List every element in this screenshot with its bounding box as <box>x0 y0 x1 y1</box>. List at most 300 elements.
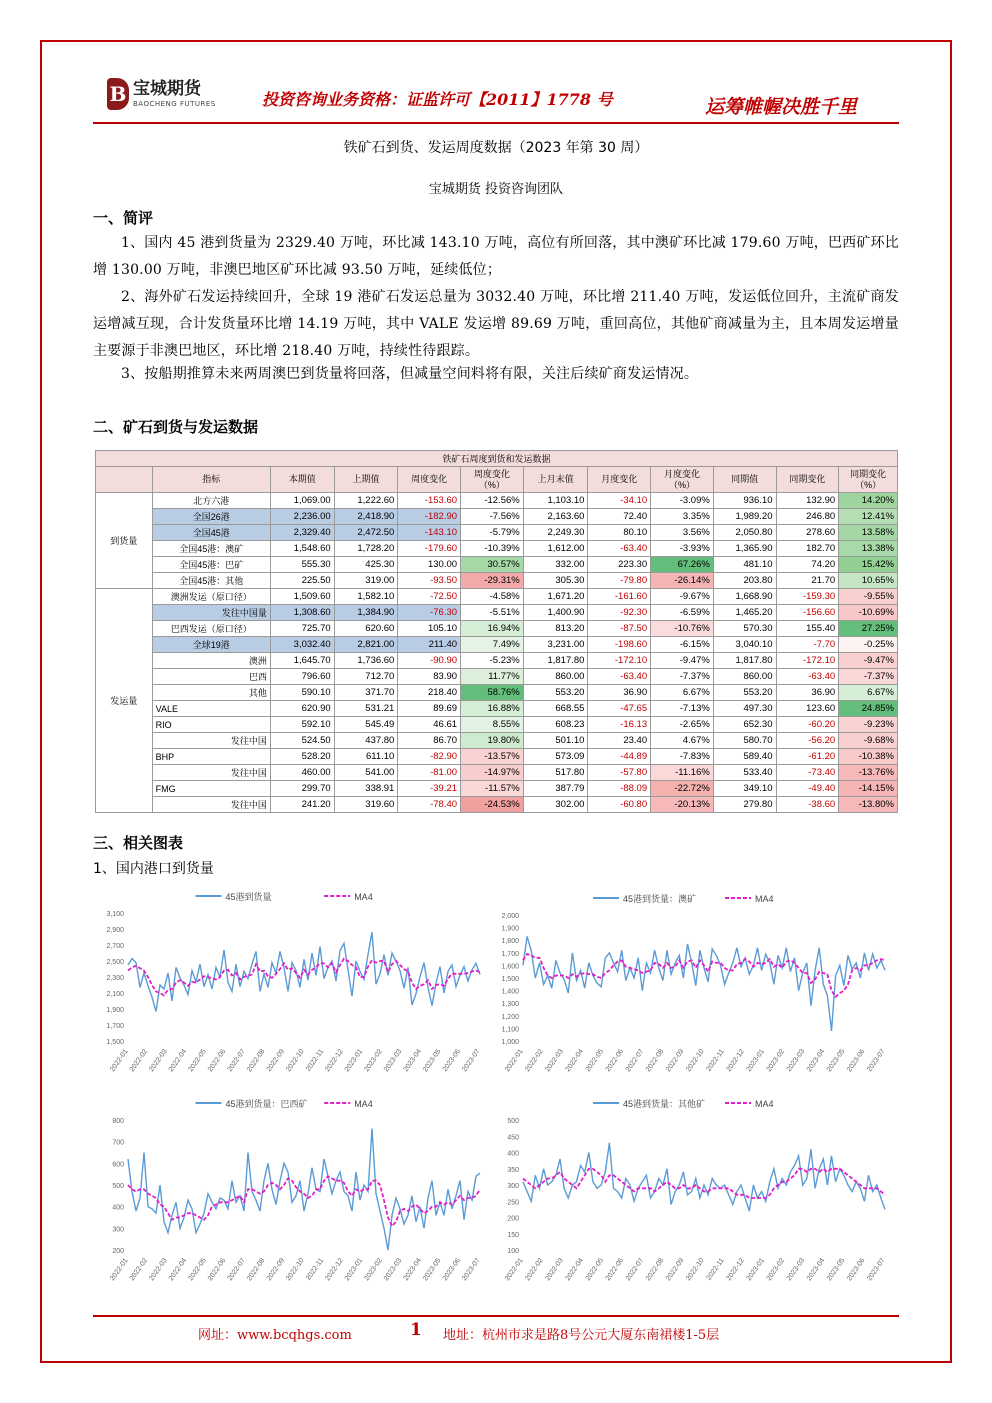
table-cell: 608.23 <box>523 717 588 733</box>
table-row <box>96 781 898 797</box>
table-cell: 12.41% <box>839 509 898 525</box>
row-label: 其他 <box>152 685 270 701</box>
legend-label: MA4 <box>755 894 774 904</box>
table-header-cell: 上月末值 <box>523 467 588 493</box>
table-cell: 531.21 <box>334 701 398 717</box>
table-cell: -7.37% <box>839 669 898 685</box>
table-header-cell: 月度变化 <box>588 467 651 493</box>
x-tick-label: 2022-11 <box>305 1257 326 1282</box>
table-cell: 332.00 <box>523 557 588 573</box>
table-cell: 23.40 <box>588 733 651 749</box>
table-cell: 16.88% <box>461 701 524 717</box>
table-cell: 4.67% <box>651 733 714 749</box>
table-cell: -9.68% <box>839 733 898 749</box>
x-tick-label: 2022-01 <box>504 1048 525 1074</box>
table-cell: -182.90 <box>398 509 461 525</box>
table-row <box>96 685 898 701</box>
table-row <box>96 493 898 509</box>
legend-label: 45港到货量 <box>225 892 272 902</box>
x-tick-label: 2022-05 <box>187 1257 208 1283</box>
x-tick-label: 2022-02 <box>128 1048 150 1074</box>
x-tick-label: 2022-08 <box>246 1048 267 1074</box>
table-cell: -172.10 <box>588 653 651 669</box>
x-tick-label: 2023-04 <box>805 1257 827 1283</box>
table-cell: 570.30 <box>713 621 776 637</box>
table-cell: 2,329.40 <box>270 525 334 541</box>
x-tick-label: 2023-01 <box>343 1257 365 1283</box>
x-tick-label: 2023-05 <box>422 1257 443 1283</box>
legend-label: 45港到货量：巴西矿 <box>225 1099 308 1109</box>
y-tick-label: 300 <box>507 1183 519 1190</box>
table-cell: 1,509.60 <box>270 589 334 605</box>
x-tick-label: 2023-07 <box>866 1257 887 1283</box>
table-cell: 223.30 <box>588 557 651 573</box>
table-cell: 1,736.60 <box>334 653 398 669</box>
series-line-main <box>523 1143 885 1211</box>
table-row <box>96 541 898 557</box>
row-label: 发往中国量 <box>152 605 270 621</box>
table-cell: 6.67% <box>839 685 898 701</box>
y-tick-label: 400 <box>112 1204 124 1212</box>
table-row <box>96 509 898 525</box>
table-cell: 590.10 <box>270 685 334 701</box>
table-cell: -179.60 <box>398 541 461 557</box>
table-cell: 580.70 <box>713 733 776 749</box>
table-cell: 72.40 <box>588 509 651 525</box>
table-cell: 6.67% <box>651 685 714 701</box>
table-cell: 553.20 <box>523 685 588 701</box>
x-tick-label: 2023-04 <box>402 1257 423 1283</box>
table-cell: 1,728.20 <box>334 541 398 557</box>
x-tick-label: 2022-07 <box>226 1257 247 1283</box>
x-tick-label: 2023-03 <box>785 1257 807 1283</box>
table-row <box>96 765 898 781</box>
footer-address: 地址：杭州市求是路8号公元大厦东南裙楼1-5层 <box>443 1328 720 1343</box>
table-cell: 545.49 <box>334 717 398 733</box>
table-cell: 278.60 <box>776 525 839 541</box>
table-cell: 573.09 <box>523 749 588 765</box>
table-cell: -39.21 <box>398 781 461 797</box>
table-cell: 1,069.00 <box>270 493 334 509</box>
footer-website: 网址：www.bcqhgs.com <box>198 1328 352 1343</box>
table-cell: 241.20 <box>270 797 334 813</box>
table-cell: 21.70 <box>776 573 839 589</box>
table-cell: 497.30 <box>713 701 776 717</box>
table-cell: 1,817.80 <box>713 653 776 669</box>
table-cell: -5.79% <box>461 525 524 541</box>
chart-45-ports-other <box>493 1088 893 1295</box>
table-cell: -44.89 <box>588 749 651 765</box>
table-cell: -7.70 <box>776 637 839 653</box>
table-cell: -198.60 <box>588 637 651 653</box>
x-tick-label: 2022-11 <box>705 1048 726 1073</box>
table-cell: -11.16% <box>651 765 714 781</box>
table-cell: -24.53% <box>461 797 524 813</box>
table-cell: -79.80 <box>588 573 651 589</box>
x-tick-label: 2023-04 <box>402 1048 423 1074</box>
document-title: 铁矿石到货、发运周度数据（2023 年第 30 周） <box>343 140 649 156</box>
table-cell: 24.85% <box>839 701 898 717</box>
table-cell: -73.40 <box>776 765 839 781</box>
table-cell: -93.50 <box>398 573 461 589</box>
table-cell: -47.65 <box>588 701 651 717</box>
table-cell: -20.13% <box>651 797 714 813</box>
table-cell: -7.13% <box>651 701 714 717</box>
table-cell: 299.70 <box>270 781 334 797</box>
table-cell: 105.10 <box>398 621 461 637</box>
table-caption: 铁矿石周度到货和发运数据 <box>96 451 898 467</box>
x-tick-label: 2023-05 <box>825 1048 847 1074</box>
group-label-arrival: 到货量 <box>96 493 153 589</box>
table-cell: 387.79 <box>523 781 588 797</box>
table-cell: 1,384.90 <box>334 605 398 621</box>
group-label-shipment: 发运量 <box>96 589 153 813</box>
table-cell: 501.10 <box>523 733 588 749</box>
table-cell: -9.47% <box>651 653 714 669</box>
table-cell: -26.14% <box>651 573 714 589</box>
table-cell: -4.58% <box>461 589 524 605</box>
x-tick-label: 2022-01 <box>109 1257 130 1283</box>
x-tick-label: 2023-05 <box>825 1257 847 1283</box>
table-cell: -92.30 <box>588 605 651 621</box>
table-cell: 589.40 <box>713 749 776 765</box>
table-row <box>96 797 898 813</box>
table-cell: 15.42% <box>839 557 898 573</box>
x-tick-label: 2023-06 <box>846 1257 867 1283</box>
table-cell: -172.10 <box>776 653 839 669</box>
row-label: 全国26港 <box>152 509 270 525</box>
slogan-text: 运筹帷幄决胜千里 <box>705 96 858 118</box>
table-cell: -3.93% <box>651 541 714 557</box>
header-blank <box>96 467 153 493</box>
x-tick-label: 2022-10 <box>685 1257 706 1283</box>
x-tick-label: 2022-02 <box>128 1257 150 1283</box>
table-cell: -143.10 <box>398 525 461 541</box>
header-divider <box>93 122 899 124</box>
table-cell: -9.67% <box>651 589 714 605</box>
table-cell: 225.50 <box>270 573 334 589</box>
table-cell: 592.10 <box>270 717 334 733</box>
table-cell: 246.80 <box>776 509 839 525</box>
table-cell: -82.90 <box>398 749 461 765</box>
x-tick-label: 2023-04 <box>805 1048 827 1074</box>
x-tick-label: 2023-03 <box>785 1048 807 1074</box>
x-tick-label: 2022-09 <box>665 1257 686 1283</box>
logo-name-en: BAOCHENG FUTURES <box>133 99 216 108</box>
x-tick-label: 2022-05 <box>584 1048 606 1074</box>
table-cell: 1,582.10 <box>334 589 398 605</box>
table-header-cell: 同期值 <box>713 467 776 493</box>
table-row <box>96 733 898 749</box>
table-header-cell: 月度变化（%） <box>651 467 714 493</box>
x-tick-label: 2023-02 <box>765 1257 787 1283</box>
table-header-cell: 周度变化 <box>398 467 461 493</box>
x-tick-label: 2023-06 <box>846 1048 867 1074</box>
table-cell: 67.26% <box>651 557 714 573</box>
y-tick-label: 500 <box>112 1183 124 1190</box>
y-tick-label: 1,000 <box>501 1039 519 1046</box>
row-label: FMG <box>152 781 270 797</box>
y-tick-label: 400 <box>507 1150 519 1158</box>
table-cell: 2,472.50 <box>334 525 398 541</box>
series-line-ma4 <box>523 954 885 997</box>
chart-45-ports-brazil <box>98 1088 488 1295</box>
table-header-cell: 周度变化（%） <box>461 467 524 493</box>
y-tick-label: 2,000 <box>501 913 519 920</box>
row-label: 全球19港 <box>152 637 270 653</box>
y-tick-label: 1,900 <box>106 1007 124 1014</box>
y-tick-label: 200 <box>507 1215 519 1223</box>
table-cell: 813.20 <box>523 621 588 637</box>
x-tick-label: 2022-01 <box>504 1257 525 1283</box>
comment-paragraph-2: 2、海外矿石发运持续回升，全球 19 港矿石发运总量为 3032.40 万吨，环比增 211.40 万吨，发运低位回升，主流矿商发运增减互现，合计发货量环比增 14.19 万吨，其中 VALE 发运增 89.69 万吨，重回高位，其他矿商减量为主，且本周发运增量主要源于非澳巴地区，环比增 218.40 万吨，持续性待跟踪。 <box>93 289 899 359</box>
y-tick-label: 2,500 <box>106 959 124 966</box>
y-tick-label: 1,600 <box>501 963 519 971</box>
table-row <box>96 701 898 717</box>
footer-divider <box>93 1315 899 1317</box>
x-tick-label: 2022-03 <box>544 1048 565 1074</box>
x-tick-label: 2022-03 <box>148 1257 169 1283</box>
x-tick-label: 2023-01 <box>745 1257 766 1283</box>
x-tick-label: 2022-09 <box>665 1048 686 1074</box>
y-tick-label: 2,900 <box>106 927 124 934</box>
table-cell: -87.50 <box>588 621 651 637</box>
x-tick-label: 2023-03 <box>382 1048 404 1074</box>
table-header-cell: 同期变化 <box>776 467 839 493</box>
table-cell: -49.40 <box>776 781 839 797</box>
x-tick-label: 2022-04 <box>564 1048 585 1074</box>
table-cell: 1,548.60 <box>270 541 334 557</box>
x-tick-label: 2022-10 <box>685 1048 706 1074</box>
table-cell: -63.40 <box>588 541 651 557</box>
table-cell: 1,612.00 <box>523 541 588 557</box>
table-cell: 182.70 <box>776 541 839 557</box>
x-tick-label: 2022-02 <box>524 1257 545 1283</box>
table-cell: 528.20 <box>270 749 334 765</box>
table-row <box>96 525 898 541</box>
table-cell: 1,668.90 <box>713 589 776 605</box>
table-cell: 460.00 <box>270 765 334 781</box>
table-cell: -9.23% <box>839 717 898 733</box>
table-cell: 319.00 <box>334 573 398 589</box>
table-cell: 2,050.80 <box>713 525 776 541</box>
table-cell: 36.90 <box>588 685 651 701</box>
y-tick-label: 2,100 <box>106 991 124 998</box>
table-cell: 2,163.60 <box>523 509 588 525</box>
table-cell: -88.09 <box>588 781 651 797</box>
table-cell: 349.10 <box>713 781 776 797</box>
table-cell: 712.70 <box>334 669 398 685</box>
x-tick-label: 2022-02 <box>524 1048 545 1074</box>
y-tick-label: 1,200 <box>501 1013 519 1021</box>
table-header-cell: 本期值 <box>270 467 334 493</box>
table-cell: -9.47% <box>839 653 898 669</box>
table-cell: 319.60 <box>334 797 398 813</box>
x-tick-label: 2023-01 <box>745 1048 766 1074</box>
table-cell: -6.15% <box>651 637 714 653</box>
legend-label: MA4 <box>354 892 373 902</box>
x-tick-label: 2022-01 <box>109 1048 130 1074</box>
table-cell: 524.50 <box>270 733 334 749</box>
table-cell: 1,400.90 <box>523 605 588 621</box>
row-label: 全国45港：巴矿 <box>152 557 270 573</box>
y-tick-label: 350 <box>507 1166 519 1174</box>
table-cell: 132.90 <box>776 493 839 509</box>
table-cell: 2,236.00 <box>270 509 334 525</box>
section-heading-charts: 三、相关图表 <box>93 834 184 852</box>
company-logo <box>107 78 216 110</box>
x-tick-label: 2022-09 <box>265 1048 287 1074</box>
table-cell: 533.40 <box>713 765 776 781</box>
y-tick-label: 1,500 <box>106 1039 124 1046</box>
y-tick-label: 3,100 <box>106 911 124 918</box>
table-cell: 1,103.10 <box>523 493 588 509</box>
legend-label: MA4 <box>354 1099 373 1109</box>
table-cell: 13.58% <box>839 525 898 541</box>
table-cell: 58.76% <box>461 685 524 701</box>
table-cell: -81.00 <box>398 765 461 781</box>
table-cell: 1,645.70 <box>270 653 334 669</box>
table-cell: -76.30 <box>398 605 461 621</box>
table-cell: 936.10 <box>713 493 776 509</box>
document-subtitle: 宝城期货 投资咨询团队 <box>428 182 564 197</box>
x-tick-label: 2022-09 <box>265 1257 287 1283</box>
table-header-cell: 上期值 <box>334 467 398 493</box>
x-tick-label: 2022-12 <box>324 1257 345 1283</box>
x-tick-label: 2022-06 <box>206 1048 228 1074</box>
table-cell: 668.55 <box>523 701 588 717</box>
table-header-cell: 指标 <box>152 467 270 493</box>
row-label: 发往中国 <box>152 797 270 813</box>
table-cell: 725.70 <box>270 621 334 637</box>
x-tick-label: 2022-04 <box>167 1257 189 1283</box>
y-tick-label: 200 <box>112 1248 124 1255</box>
table-row <box>96 573 898 589</box>
row-label: 全国45港：其他 <box>152 573 270 589</box>
table-cell: -10.38% <box>839 749 898 765</box>
license-text: 投资咨询业务资格：证监许可【2011】1778 号 <box>262 90 613 109</box>
x-tick-label: 2023-02 <box>765 1048 787 1074</box>
x-tick-label: 2022-10 <box>285 1048 306 1074</box>
table-cell: -90.90 <box>398 653 461 669</box>
table-cell: 553.20 <box>713 685 776 701</box>
table-cell: 74.20 <box>776 557 839 573</box>
table-cell: 27.25% <box>839 621 898 637</box>
table-cell: 1,671.20 <box>523 589 588 605</box>
row-label: RIO <box>152 717 270 733</box>
table-cell: 10.65% <box>839 573 898 589</box>
row-label: 澳洲发运（原口径） <box>152 589 270 605</box>
table-header-cell: 同期变化（%） <box>839 467 898 493</box>
table-cell: 218.40 <box>398 685 461 701</box>
table-cell: 3.35% <box>651 509 714 525</box>
table-row <box>96 749 898 765</box>
table-cell: 279.80 <box>713 797 776 813</box>
table-cell: -13.57% <box>461 749 524 765</box>
table-cell: -3.09% <box>651 493 714 509</box>
table-cell: 14.20% <box>839 493 898 509</box>
table-cell: 611.10 <box>334 749 398 765</box>
y-tick-label: 100 <box>507 1248 519 1255</box>
y-tick-label: 1,900 <box>501 925 519 933</box>
y-tick-label: 2,700 <box>106 943 124 950</box>
table-cell: -5.23% <box>461 653 524 669</box>
series-line-main <box>128 1129 480 1250</box>
table-cell: 130.00 <box>398 557 461 573</box>
table-cell: 2,418.90 <box>334 509 398 525</box>
row-label: VALE <box>152 701 270 717</box>
row-label: BHP <box>152 749 270 765</box>
x-tick-label: 2023-02 <box>363 1048 384 1074</box>
row-label: 全国45港 <box>152 525 270 541</box>
table-cell: 3,040.10 <box>713 637 776 653</box>
y-tick-label: 600 <box>112 1161 124 1169</box>
row-label: 澳洲 <box>152 653 270 669</box>
x-tick-label: 2022-11 <box>305 1048 326 1073</box>
table-cell: -63.40 <box>588 669 651 685</box>
table-cell: -56.20 <box>776 733 839 749</box>
table-cell: -78.40 <box>398 797 461 813</box>
x-tick-label: 2022-03 <box>148 1048 169 1074</box>
table-cell: 13.38% <box>839 541 898 557</box>
section-heading-data: 二、矿石到货与发运数据 <box>93 418 259 436</box>
table-row <box>96 605 898 621</box>
table-cell: 437.80 <box>334 733 398 749</box>
y-tick-label: 1,700 <box>501 950 519 958</box>
table-cell: 2,821.00 <box>334 637 398 653</box>
row-label: 发往中国 <box>152 733 270 749</box>
y-tick-label: 1,300 <box>501 1001 519 1009</box>
x-tick-label: 2022-12 <box>725 1048 746 1074</box>
ore-data-table <box>95 450 898 813</box>
table-cell: 46.61 <box>398 717 461 733</box>
row-label: 发往中国 <box>152 765 270 781</box>
x-tick-label: 2022-06 <box>604 1257 626 1283</box>
table-cell: 16.94% <box>461 621 524 637</box>
legend-label: MA4 <box>755 1099 774 1109</box>
y-tick-label: 2,300 <box>106 975 124 982</box>
x-tick-label: 2023-06 <box>441 1257 463 1283</box>
x-tick-label: 2023-01 <box>343 1048 365 1074</box>
table-cell: -60.80 <box>588 797 651 813</box>
table-cell: 211.40 <box>398 637 461 653</box>
y-tick-label: 450 <box>507 1134 519 1142</box>
x-tick-label: 2022-08 <box>246 1257 267 1283</box>
x-tick-label: 2022-04 <box>564 1257 585 1283</box>
table-cell: -7.56% <box>461 509 524 525</box>
table-cell: 155.40 <box>776 621 839 637</box>
y-tick-label: 300 <box>112 1226 124 1234</box>
table-cell: 86.70 <box>398 733 461 749</box>
table-cell: 1,989.20 <box>713 509 776 525</box>
table-cell: 371.70 <box>334 685 398 701</box>
y-tick-label: 700 <box>112 1139 124 1147</box>
series-line-main <box>128 932 480 1011</box>
x-tick-label: 2023-02 <box>363 1257 384 1283</box>
table-cell: -63.40 <box>776 669 839 685</box>
x-tick-label: 2022-05 <box>187 1048 208 1074</box>
table-cell: 1,465.20 <box>713 605 776 621</box>
x-tick-label: 2022-07 <box>226 1048 247 1074</box>
table-cell: -159.30 <box>776 589 839 605</box>
table-cell: 11.77% <box>461 669 524 685</box>
x-tick-label: 2022-12 <box>324 1048 345 1074</box>
table-cell: -7.83% <box>651 749 714 765</box>
x-tick-label: 2023-03 <box>382 1257 404 1283</box>
x-tick-label: 2022-08 <box>644 1048 666 1074</box>
table-cell: 8.55% <box>461 717 524 733</box>
table-row <box>96 589 898 605</box>
